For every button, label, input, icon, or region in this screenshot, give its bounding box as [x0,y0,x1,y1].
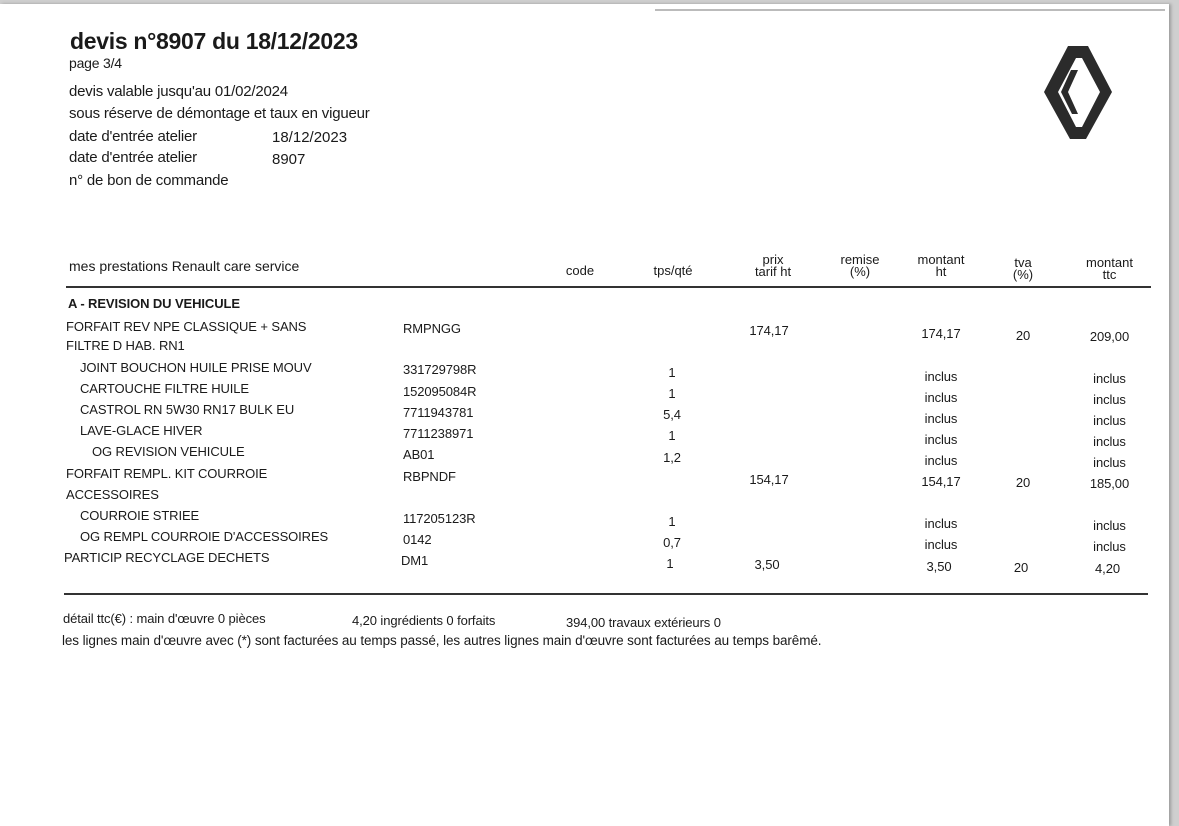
row-qty: 0,7 [663,535,681,550]
header-amount-ht-line2: ht [935,264,947,279]
row-label: PARTICIP RECYCLAGE DECHETS [64,550,270,565]
row-tva: 20 [1013,560,1029,575]
header-amount-ttc [1072,257,1147,281]
row-label: CARTOUCHE FILTRE HUILE [80,381,249,396]
header-tva-line2: (%) [1012,267,1034,282]
row-label: JOINT BOUCHON HUILE PRISE MOUV [80,360,312,375]
row-label: COURROIE STRIEE [80,508,200,523]
header-tva [1005,257,1041,281]
quote-title: devis n°8907 du 18/12/2023 [70,28,358,54]
top-rule [655,9,1165,11]
row-amount-ttc: inclus [1093,413,1126,428]
row-price: 174,17 [749,323,789,338]
row-amount-ht: inclus [924,432,958,447]
document-page [0,4,1169,826]
row-code: 7711943781 [403,405,474,420]
row-label: CASTROL RN 5W30 RN17 BULK EU [80,402,295,417]
header-price-line2: tarif ht [754,264,792,279]
row-tva: 20 [1015,475,1031,490]
header-amount-ht [905,254,977,278]
row-qty: 1 [668,386,676,401]
row-amount-ht: inclus [924,537,958,552]
row-label: FILTRE D HAB. RN1 [66,338,185,353]
row-qty: 1 [668,514,676,529]
header-discount [830,254,890,278]
row-label: OG REMPL COURROIE D'ACCESSOIRES [80,529,329,544]
row-label: LAVE-GLACE HIVER [80,423,203,438]
header-price-line1: prix [762,252,784,267]
header-price [738,254,808,278]
header-amount-ttc-line1: montant [1086,255,1133,270]
row-code: 7711238971 [403,426,474,441]
renault-diamond-logo-icon [1040,44,1118,141]
row-amount-ttc: 185,00 [1089,476,1130,491]
entry-date-value: 18/12/2023 [272,129,348,146]
row-label: OG REVISION VEHICULE [92,444,245,459]
row-amount-ttc: inclus [1093,371,1126,386]
row-code: DM1 [401,553,429,568]
row-code: 117205123R [403,511,476,526]
row-tva: 20 [1015,328,1031,343]
header-qty: tps/qté [653,263,693,278]
row-label: ACCESSOIRES [66,487,159,502]
row-label: FORFAIT REV NPE CLASSIQUE + SANS [66,319,307,334]
footer-note: les lignes main d'œuvre avec (*) sont facturées au temps passé, les autres lignes main d'œuvre sont facturées au temps barêmé. [62,633,822,648]
footer-detail-b: 4,20 ingrédients 0 forfaits [352,613,496,628]
row-code: AB01 [403,447,435,462]
entry-date-label: date d'entrée atelier [69,128,197,145]
row-label: FORFAIT REMPL. KIT COURROIE [66,466,268,481]
header-amount-ttc-line2: ttc [1102,267,1117,282]
footer-detail-a: détail ttc(€) : main d'œuvre 0 pièces [63,611,266,626]
table-header-rule [66,286,1151,288]
footer-detail-c: 394,00 travaux extérieurs 0 [566,615,721,630]
row-amount-ht: 3,50 [926,559,952,574]
row-qty: 1 [666,556,674,571]
row-code: RMPNGG [403,321,461,336]
row-amount-ttc: inclus [1093,539,1126,554]
validity-text: devis valable jusqu'au 01/02/2024 [69,83,288,100]
page-number: page 3/4 [69,55,122,71]
entry-date-value-2: 8907 [272,151,306,168]
row-amount-ht: inclus [924,411,958,426]
row-amount-ht: inclus [924,369,958,384]
row-amount-ht: 154,17 [921,474,961,489]
row-price: 154,17 [749,472,789,487]
row-amount-ht: inclus [924,516,958,531]
section-title: A - REVISION DU VEHICULE [68,296,240,311]
row-qty: 1 [668,365,676,380]
row-code: 0142 [403,532,432,547]
header-discount-line1: remise [840,252,880,267]
row-qty: 5,4 [663,407,681,422]
row-amount-ht: inclus [924,453,958,468]
row-amount-ttc: 4,20 [1095,561,1120,576]
header-tva-line1: tva [1014,255,1032,270]
row-amount-ttc: inclus [1093,392,1126,407]
row-amount-ttc: inclus [1093,434,1126,449]
row-qty: 1,2 [663,450,681,465]
reserve-text: sous réserve de démontage et taux en vigueur [69,105,370,122]
header-amount-ht-line1: montant [917,252,965,267]
order-number-label: n° de bon de commande [69,172,229,189]
table-bottom-rule [64,593,1148,595]
row-price: 3,50 [754,557,780,572]
header-code: code [565,263,595,278]
row-amount-ttc: 209,00 [1089,329,1130,344]
row-qty: 1 [668,428,676,443]
header-discount-line2: (%) [849,264,871,279]
entry-date-label-2: date d'entrée atelier [69,149,197,166]
row-code: 331729798R [403,362,477,377]
row-code: 152095084R [403,384,477,399]
row-code: RBPNDF [403,469,456,484]
header-service: mes prestations Renault care service [69,258,300,274]
row-amount-ht: 174,17 [921,326,961,341]
row-amount-ht: inclus [924,390,958,405]
row-amount-ttc: inclus [1093,455,1126,470]
row-amount-ttc: inclus [1093,518,1126,533]
